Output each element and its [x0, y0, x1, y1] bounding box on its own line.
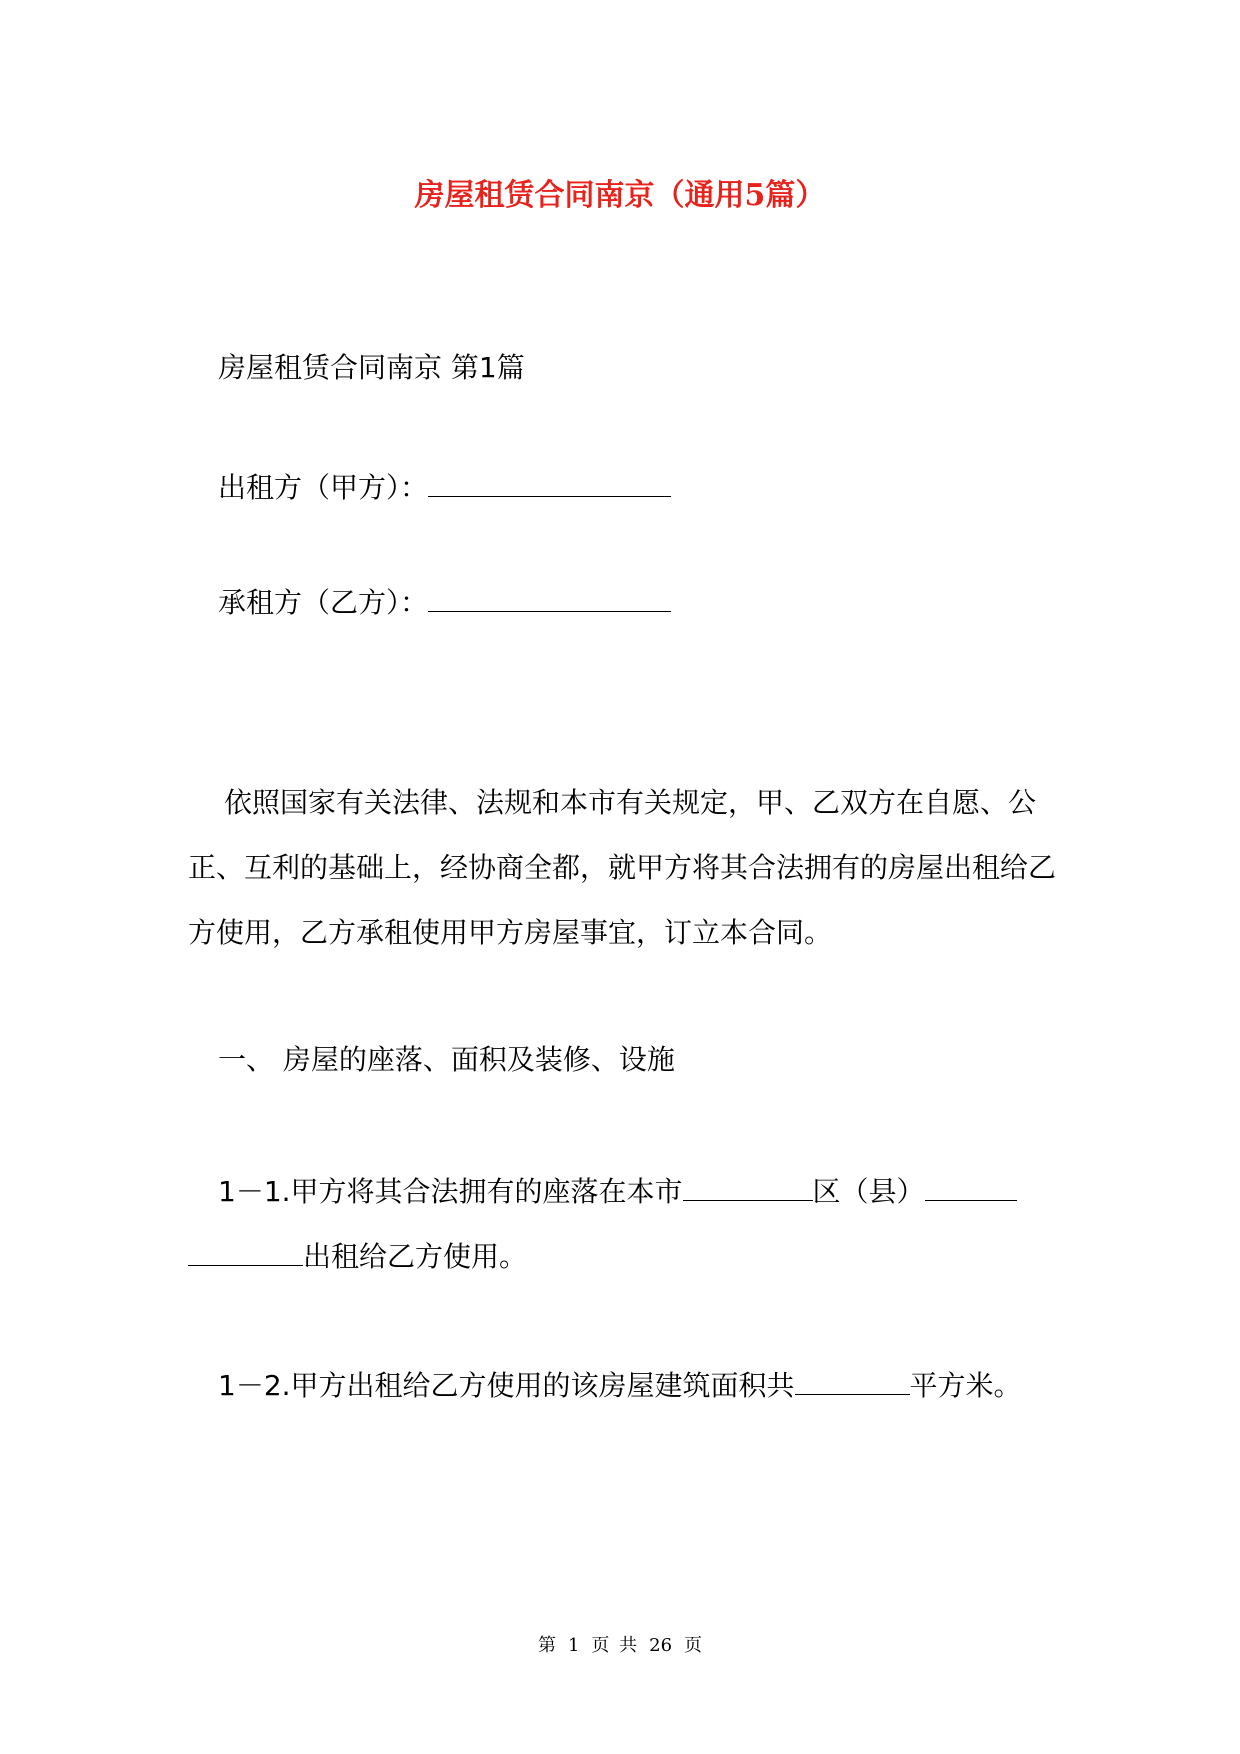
lessor-line	[218, 466, 671, 508]
footer-total-pages: 26	[649, 1635, 673, 1656]
lessor-blank	[428, 466, 671, 497]
footer-page-suffix: 页	[684, 1635, 703, 1656]
clause-1-2-line	[218, 1364, 1022, 1406]
lessee-blank	[428, 581, 671, 612]
lessee-line	[218, 581, 671, 623]
intro-paragraph	[188, 770, 1068, 965]
lessor-label: 出租方（甲方）：	[218, 471, 429, 504]
clause-one-heading: 一、 房屋的座落、面积及装修、设施	[218, 1043, 675, 1076]
clause-1-1-line-2	[188, 1235, 527, 1277]
area-blank	[795, 1364, 910, 1395]
district-blank	[683, 1170, 813, 1201]
intro-paragraph-text: 依照国家有关法律、法规和本市有关规定，甲、乙双方在自愿、公正、互利的基础上，经协商全都，就甲方将其合法拥有的房屋出租给乙方使用，乙方承租使用甲方房屋事宜，订立本合同。	[188, 786, 1057, 949]
clause-1-2-part2: 平方米。	[909, 1369, 1022, 1402]
clause-1-1-part1: 1－1.甲方将其合法拥有的座落在本市	[218, 1175, 683, 1208]
footer-page-number: 1	[567, 1635, 580, 1656]
clause-1-1-line-1	[218, 1170, 1017, 1212]
footer-page-middle: 页 共	[591, 1635, 638, 1656]
lessee-label: 承租方（乙方）：	[218, 586, 429, 619]
document-title: 房屋租赁合同南京（通用5篇）	[414, 178, 826, 213]
clause-1-1-part3: 出租给乙方使用。	[303, 1240, 528, 1273]
clause-1-2-part1: 1－2.甲方出租给乙方使用的该房屋建筑面积共	[218, 1369, 795, 1402]
clause-1-1-part2: 区（县）	[812, 1175, 925, 1208]
footer-page-prefix: 第	[537, 1635, 556, 1656]
address-blank-2	[188, 1235, 303, 1266]
page-footer	[0, 1634, 1240, 1658]
address-blank-1	[925, 1170, 1017, 1201]
section-heading: 房屋租赁合同南京 第1篇	[218, 351, 525, 384]
